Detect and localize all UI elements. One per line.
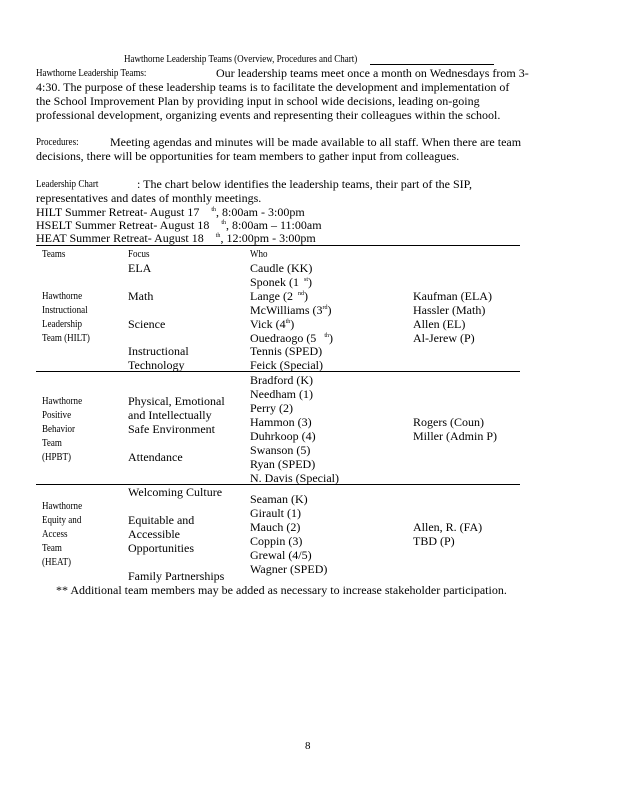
retreat-hselt: HSELT Summer Retreat- August 18 $^{th}$, 8:00am – 11:00am	[36, 218, 322, 232]
focus-item: Family Partnerships	[128, 569, 225, 583]
header-who: Who	[250, 248, 268, 260]
focus-item: ELA	[128, 261, 152, 275]
representative: Rogers (Coun)	[413, 415, 484, 429]
team-name-line: (HPBT)	[42, 451, 72, 463]
member-name: McWilliams (3rd)	[250, 303, 332, 317]
procedures-label: Procedures:	[36, 136, 79, 148]
member-name: Tennis (SPED)	[250, 344, 323, 358]
team-name-line: Team	[42, 542, 62, 554]
member-name: Vick (4th)	[250, 317, 295, 331]
member-name: Needham (1)	[250, 387, 313, 401]
page-title: Hawthorne Leadership Teams (Overview, Procedures and Chart)	[124, 53, 358, 65]
chart-intro-line-1: : The chart below identifies the leadership teams, their part of the SIP,	[137, 177, 473, 191]
representative: Hassler (Math)	[413, 303, 486, 317]
team-name-line: Leadership	[42, 318, 83, 330]
table-rule-top	[36, 245, 520, 246]
title-underline	[370, 64, 494, 65]
member-name: Girault (1)	[250, 506, 301, 520]
member-name: Swanson (5)	[250, 443, 311, 457]
header-teams: Teams	[42, 248, 66, 260]
focus-item: and Intellectually	[128, 408, 212, 422]
representative: Allen, R. (FA)	[413, 520, 483, 534]
page-number: 8	[305, 740, 311, 752]
member-name: Ryan (SPED)	[250, 457, 316, 471]
member-name: N. Davis (Special)	[250, 471, 339, 485]
retreat-hilt: HILT Summer Retreat- August 17 $^{th}$, 8:00am - 3:00pm	[36, 205, 305, 219]
chart-intro-line-2: representatives and dates of monthly meetings.	[36, 191, 262, 205]
team-name-line: Access	[42, 528, 68, 540]
member-name: Duhrkoop (4)	[250, 429, 316, 443]
focus-item: Attendance	[128, 450, 183, 464]
member-name: Mauch (2)	[250, 520, 301, 534]
team-name-line: Hawthorne	[42, 395, 83, 407]
member-name: Wagner (SPED)	[250, 562, 328, 576]
member-name: Bradford (K)	[250, 373, 313, 387]
team-name-line: Hawthorne	[42, 290, 83, 302]
team-name-line: Team (HILT)	[42, 332, 90, 344]
team-name-line: (HEAT)	[42, 556, 72, 568]
member-name: Feick (Special)	[250, 358, 323, 372]
representative: Allen (EL)	[413, 317, 466, 331]
overview-line-1: Our leadership teams meet once a month on Wednesdays from 3-	[216, 66, 529, 80]
member-name: Ouedraogo (5 $^{th}$)	[250, 331, 333, 345]
focus-item: Math	[128, 289, 154, 303]
member-name: Seaman (K)	[250, 492, 308, 506]
overview-line-2: 4:30. The purpose of these leadership teams is to facilitate the development and implementation of	[36, 80, 510, 94]
representative: Miller (Admin P)	[413, 429, 497, 443]
overview-label: Hawthorne Leadership Teams:	[36, 67, 147, 79]
focus-item: Science	[128, 317, 166, 331]
overview-line-4: professional development, organizing events and representing their colleagues within the school.	[36, 108, 501, 122]
representative: Al-Jerew (P)	[413, 331, 475, 345]
procedures-line-2: decisions, there will be opportunities for team members to gather input from colleagues.	[36, 149, 460, 163]
focus-item: Accessible	[128, 527, 180, 541]
member-name: Perry (2)	[250, 401, 293, 415]
procedures-line-1: Meeting agendas and minutes will be made available to all staff. When there are team	[110, 135, 522, 149]
member-name: Grewal (4/5)	[250, 548, 312, 562]
team-name-line: Positive	[42, 409, 72, 421]
focus-item: Technology	[128, 358, 185, 372]
member-name: Coppin (3)	[250, 534, 303, 548]
footnote: ** Additional team members may be added as necessary to increase stakeholder participation.	[56, 583, 507, 597]
member-name: Hammon (3)	[250, 415, 312, 429]
retreat-heat: HEAT Summer Retreat- August 18 $^{th}$, 12:00pm - 3:00pm	[36, 231, 316, 245]
team-name-line: Instructional	[42, 304, 88, 316]
focus-item: Welcoming Culture	[128, 485, 223, 499]
focus-item: Equitable and	[128, 513, 195, 527]
overview-line-3: the School Improvement Plan by providing input in school wide decisions, leading on-going	[36, 94, 480, 108]
member-name: Sponek (1 $^{st}$)	[250, 275, 313, 289]
focus-item: Safe Environment	[128, 422, 215, 436]
focus-item: Physical, Emotional	[128, 394, 225, 408]
representative: Kaufman (ELA)	[413, 289, 492, 303]
member-name: Caudle (KK)	[250, 261, 313, 275]
focus-item: Opportunities	[128, 541, 194, 555]
team-name-line: Behavior	[42, 423, 76, 435]
team-name-line: Hawthorne	[42, 500, 83, 512]
member-name: Lange (2 $^{nd}$)	[250, 289, 308, 303]
team-name-line: Team	[42, 437, 62, 449]
header-focus: Focus	[128, 248, 150, 260]
chart-intro-label: Leadership Chart	[36, 178, 99, 190]
representative: TBD (P)	[413, 534, 455, 548]
focus-item: Instructional	[128, 344, 189, 358]
team-name-line: Equity and	[42, 514, 82, 526]
